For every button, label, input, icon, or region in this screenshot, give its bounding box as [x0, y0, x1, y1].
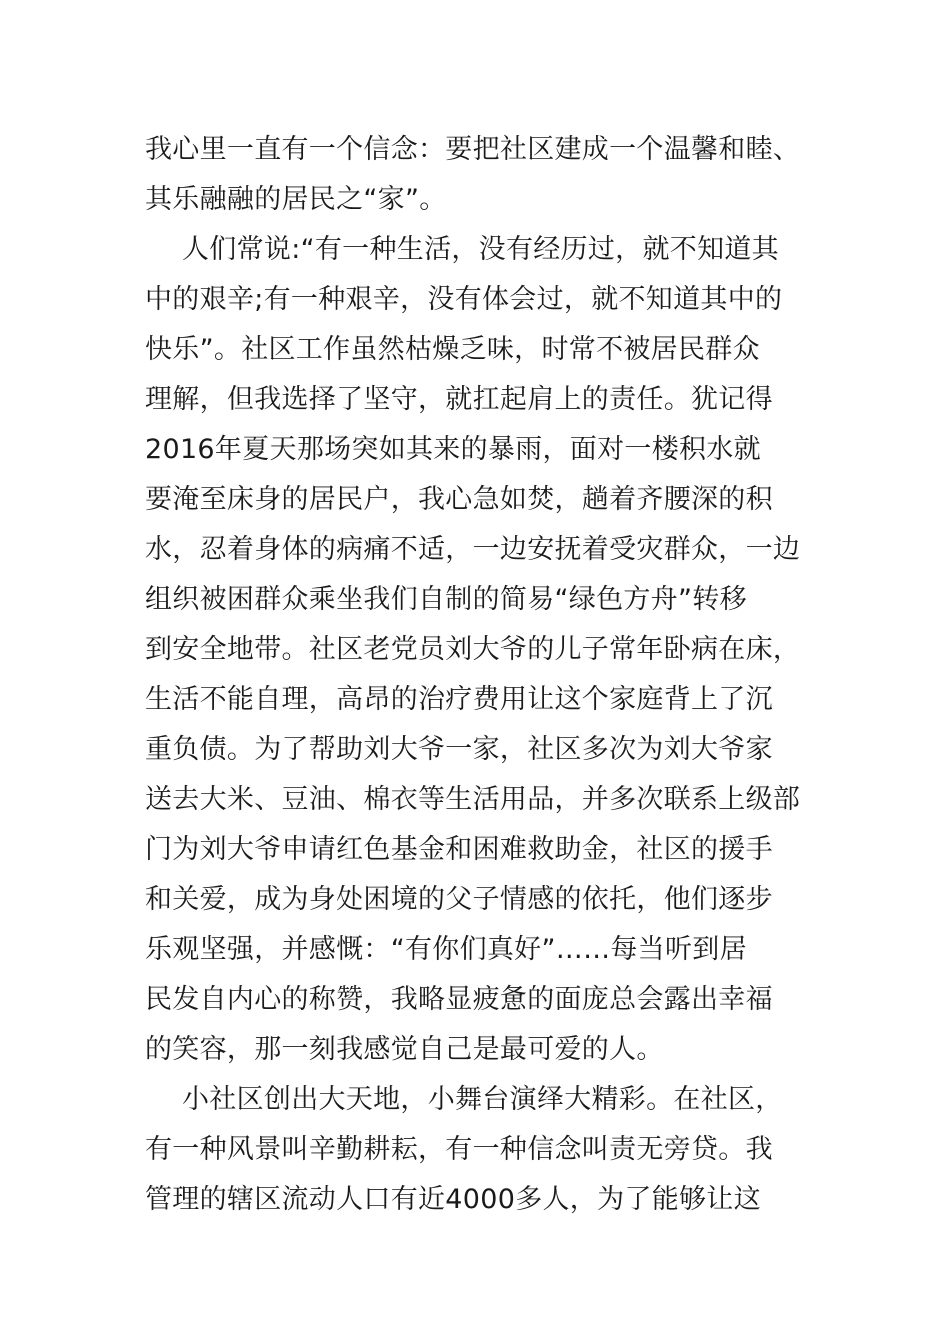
text-line: 到安全地带。社区老党员刘大爷的儿子常年卧病在床，: [145, 634, 801, 665]
paragraph-start-line: 小社区创出大天地，小舞台演绎大精彩。在社区，: [182, 1084, 783, 1115]
text-line: 管理的辖区流动人口有近4000多人，为了能够让这: [145, 1184, 761, 1215]
text-line: 生活不能自理，高昂的治疗费用让这个家庭背上了沉: [145, 684, 773, 715]
text-line: 组织被困群众乘坐我们自制的简易“绿色方舟”转移: [145, 584, 747, 615]
text-line: 重负债。为了帮助刘大爷一家，社区多次为刘大爷家: [145, 734, 773, 765]
text-line: 理解，但我选择了坚守，就扛起肩上的责任。犹记得: [145, 384, 773, 415]
text-line: 乐观坚强，并感慨：“有你们真好”……每当听到居: [145, 934, 747, 965]
text-line: 民发自内心的称赞，我略显疲惫的面庞总会露出幸福: [145, 984, 773, 1015]
text-line: 有一种风景叫辛勤耕耘，有一种信念叫责无旁贷。我: [145, 1134, 773, 1165]
text-line: 快乐”。社区工作虽然枯燥乏味，时常不被居民群众: [145, 334, 760, 365]
text-line: 门为刘大爷申请红色基金和困难救助金，社区的援手: [145, 834, 773, 865]
text-line: 的笑容，那一刻我感觉自己是最可爱的人。: [145, 1034, 664, 1065]
text-line: 中的艰辛;有一种艰辛，没有体会过，就不知道其中的: [145, 284, 783, 315]
text-line: 2016年夏天那场突如其来的暴雨，面对一楼积水就: [145, 434, 761, 465]
text-line: 要淹至床身的居民户，我心急如焚，趟着齐腰深的积: [145, 484, 773, 515]
text-line: 我心里一直有一个信念：要把社区建成一个温馨和睦、: [145, 134, 801, 165]
text-line: 水，忍着身体的病痛不适，一边安抚着受灾群众，一边: [145, 534, 801, 565]
paragraph-start-line: 人们常说:“有一种生活，没有经历过，就不知道其: [182, 234, 779, 265]
text-line: 和关爱，成为身处困境的父子情感的依托，他们逐步: [145, 884, 773, 915]
text-line: 送去大米、豆油、棉衣等生活用品，并多次联系上级部: [145, 784, 801, 815]
text-line: 其乐融融的居民之“家”。: [145, 184, 447, 215]
